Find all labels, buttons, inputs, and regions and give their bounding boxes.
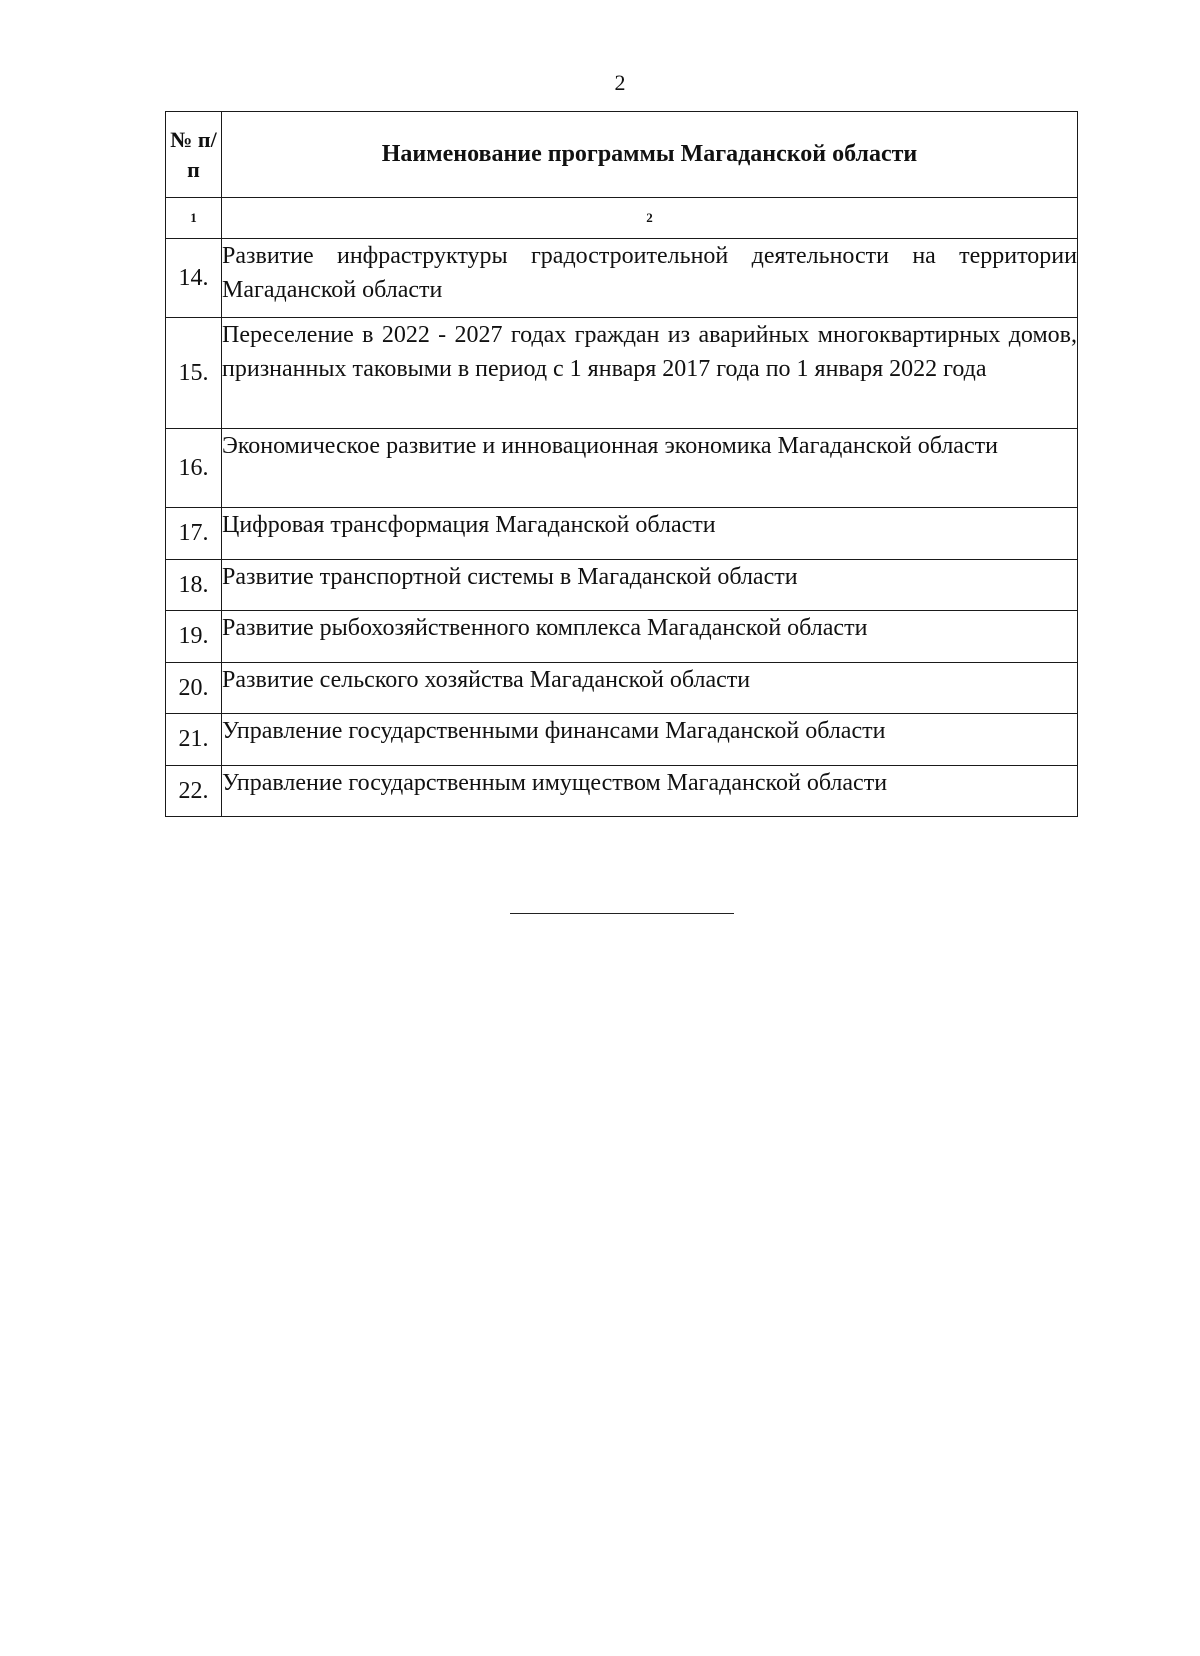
program-name: Развитие сельского хозяйства Магаданской области <box>222 663 1078 714</box>
table-row <box>166 611 1078 663</box>
program-name: Цифровая трансформация Магаданской области <box>222 508 1078 560</box>
end-of-document-rule <box>510 913 734 914</box>
column-index-number: 1 <box>166 198 222 239</box>
program-name: Развитие рыбохозяйственного комплекса Магаданской области <box>222 611 1078 663</box>
row-number: 21. <box>166 714 222 766</box>
table-row <box>166 429 1078 508</box>
programs-table <box>165 111 1078 817</box>
table-header-row <box>166 112 1078 198</box>
table-row <box>166 560 1078 611</box>
table-row <box>166 663 1078 714</box>
row-number: 14. <box>166 239 222 318</box>
row-number: 16. <box>166 429 222 508</box>
program-name: Управление государственными финансами Магаданской области <box>222 714 1078 766</box>
table-body <box>166 198 1078 817</box>
row-number: 19. <box>166 611 222 663</box>
row-number: 20. <box>166 663 222 714</box>
row-number: 17. <box>166 508 222 560</box>
table-row <box>166 239 1078 318</box>
column-header-number: № п/п <box>166 112 222 198</box>
row-number: 22. <box>166 766 222 817</box>
program-name: Развитие транспортной системы в Магаданской области <box>222 560 1078 611</box>
column-index-row <box>166 198 1078 239</box>
table-row <box>166 508 1078 560</box>
column-index-name: 2 <box>222 198 1078 239</box>
column-header-program-name: Наименование программы Магаданской области <box>222 112 1078 198</box>
table-row <box>166 714 1078 766</box>
program-name: Переселение в 2022 - 2027 годах граждан из аварийных многоквартирных домов, признанных таковыми в период с 1 января 2017 года по 1 января 2022 года <box>222 318 1078 429</box>
program-name: Экономическое развитие и инновационная экономика Магаданской области <box>222 429 1078 508</box>
row-number: 15. <box>166 318 222 429</box>
table-row <box>166 766 1078 817</box>
table-row <box>166 318 1078 429</box>
program-name: Управление государственным имуществом Магаданской области <box>222 766 1078 817</box>
program-name: Развитие инфраструктуры градостроительной деятельности на территории Магаданской области <box>222 239 1078 318</box>
row-number: 18. <box>166 560 222 611</box>
page-number: 2 <box>614 70 626 95</box>
